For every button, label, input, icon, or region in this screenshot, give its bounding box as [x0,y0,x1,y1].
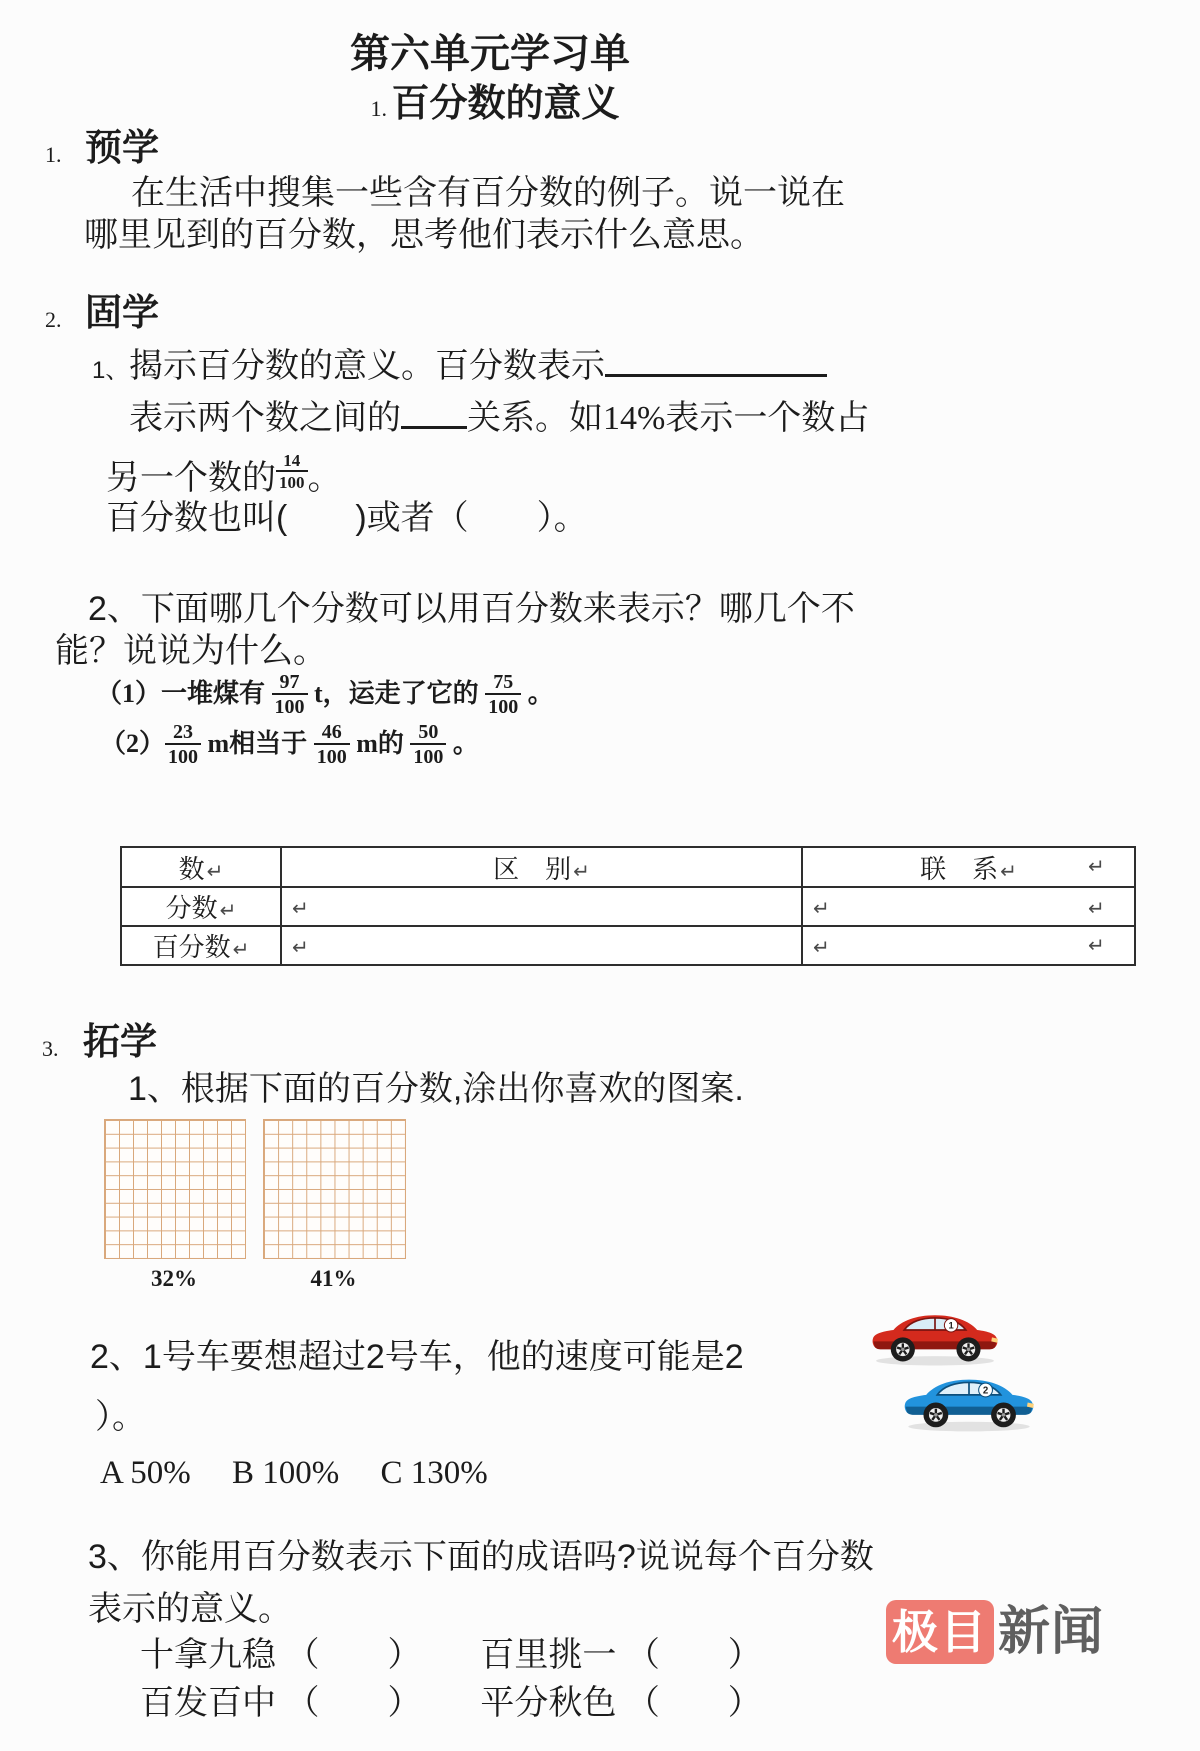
car-question-options: A 50% B 100% C 130% [100,1455,488,1491]
car-question-line2: ）。 [95,1398,146,1436]
page-title: 第六单元学习单 [350,32,630,76]
car1-red-image [868,1300,1002,1368]
q1-line1 [129,340,827,388]
item2-pre: （2） [100,729,166,758]
item2-mid2: m的 [356,729,404,758]
jimu-news-watermark [886,1600,1104,1664]
q1-line3-post: 。 [307,458,342,497]
table-header-row [121,847,1135,887]
row-label-baifenshu: 百分数 ↵ [121,926,281,965]
grid2-percent-label: 41% [310,1266,357,1291]
pilcrow-mark: ↵ [292,896,309,920]
section1-line1: 在生活中搜集一些含有百分数的例子。说一说在 [131,174,845,212]
section3-heading: 拓学 [83,1021,157,1062]
answer-paren: （ ） [625,1684,762,1722]
pilcrow-mark: ↵ [206,858,224,883]
q1-line2 [129,392,869,441]
item2-post: 。 [452,729,479,758]
comparison-table [120,846,1136,966]
car-question-line1: 2、1号车要想超过2号车，他的速度可能是2 [90,1338,744,1376]
car2-blue-image [900,1364,1038,1434]
fraction-14-100: $\frac{14}{100}$ [276,452,308,491]
pilcrow-mark: ↵ [1088,854,1105,878]
q1-number: 1、 [92,357,130,384]
hundred-grid-32[interactable] [104,1119,246,1259]
section2-number: 2. [45,307,62,332]
idiom-question-line1: 3、你能用百分数表示下面的成语吗?说说每个百分数 [88,1538,874,1576]
pilcrow-mark: ↵ [813,935,830,959]
idiom-shinajiuwen: 十拿九稳 [140,1636,276,1674]
q2-item1 [96,672,554,717]
watermark-name: 新闻 [998,1603,1105,1661]
empty-cell [802,887,1135,926]
fraction-75-100: $\frac{75}{100}$ [485,672,521,717]
table-row-baifenshu [121,926,1135,965]
blank-line-long [605,340,827,377]
fraction-46-100: $\frac{46}{100}$ [314,722,350,767]
table-header-shu: 数 ↵ [121,847,281,887]
idiom-baifabaizhong: 百发百中 [140,1684,276,1722]
section2-heading: 固学 [85,292,159,333]
page-subtitle: 百分数的意义 [391,83,620,125]
q1-line3 [106,452,342,499]
car2-rear-wheel [991,1402,1016,1427]
grid1-percent-label: 32% [151,1266,197,1291]
fraction-97-100: $\frac{97}{100}$ [272,672,308,717]
q1-line2-mid: 关系。如 [467,399,603,437]
table-row-fenshu [121,887,1135,926]
fraction-23-100: $\frac{23}{100}$ [165,722,201,767]
section1-heading: 预学 [85,127,159,168]
watermark-badge: 极目 [886,1600,994,1664]
idiom-question-line2: 表示的意义。 [88,1590,292,1628]
car1-number-badge: 1 [948,1320,954,1331]
pilcrow-mark: ↵ [813,896,830,920]
car1-front-wheel [891,1337,915,1361]
hundred-grid-41[interactable] [263,1119,406,1259]
pilcrow-mark: ↵ [232,937,250,961]
blank-line-short [401,392,467,429]
q1-line2-post: 表示一个数占 [665,399,870,437]
q1-line4: 百分数也叫( )或者（ ）。 [106,499,588,537]
idiom-bailitiaoyi: 百里挑一 [480,1636,617,1674]
car2-front-wheel [923,1402,948,1427]
q2-line1: 2、下面哪几个分数可以用百分数来表示？哪几个不 [88,590,855,628]
q1-percent-14: 14% [603,400,666,437]
idiom-row-1 [140,1634,762,1677]
answer-paren: （ ） [285,1636,422,1674]
pilcrow-mark: ↵ [1000,858,1017,883]
fraction-50-100: $\frac{50}{100}$ [410,722,446,767]
empty-cell [281,926,802,965]
section1-number: 1. [45,142,62,167]
row-label-fenshu: 分数 ↵ [121,887,281,926]
q1-line1-text: 揭示百分数的意义。百分数表示 [129,347,605,385]
item1-post: 。 [527,679,554,708]
empty-cell [281,887,802,926]
idiom-pingfenqiuse: 平分秋色 [480,1684,617,1722]
answer-paren: （ ） [285,1684,422,1722]
q2-line2: 能？说说为什么。 [55,632,327,670]
q3-1-text: 1、根据下面的百分数,涂出你喜欢的图案. [128,1070,744,1108]
q1-line2-pre: 表示两个数之间的 [129,399,401,437]
subtitle-number: 1. [370,96,388,121]
item2-mid1: m相当于 [207,729,308,758]
pilcrow-mark: ↵ [1088,933,1105,957]
section1-line2: 哪里见到的百分数，思考他们表示什么意思。 [84,216,764,254]
q1-line3-pre: 另一个数的 [106,458,276,497]
answer-paren: （ ） [625,1636,762,1674]
pilcrow-mark: ↵ [219,898,237,922]
car2-number-badge: 2 [982,1385,989,1397]
pilcrow-mark: ↵ [573,858,590,883]
section3-number: 3. [42,1036,59,1061]
pilcrow-mark: ↵ [1088,896,1105,920]
item1-mid: t，运走了它的 [314,679,479,708]
idiom-row-2 [140,1682,762,1725]
table-header-lianxi: 联 系 ↵ [802,847,1135,887]
item1-pre: （1）一堆煤有 [96,679,266,708]
empty-cell [802,926,1135,965]
q2-item2 [100,722,479,767]
table-header-qubie: 区 别 ↵ [281,847,802,887]
car1-rear-wheel [956,1337,980,1361]
pilcrow-mark: ↵ [292,935,309,959]
